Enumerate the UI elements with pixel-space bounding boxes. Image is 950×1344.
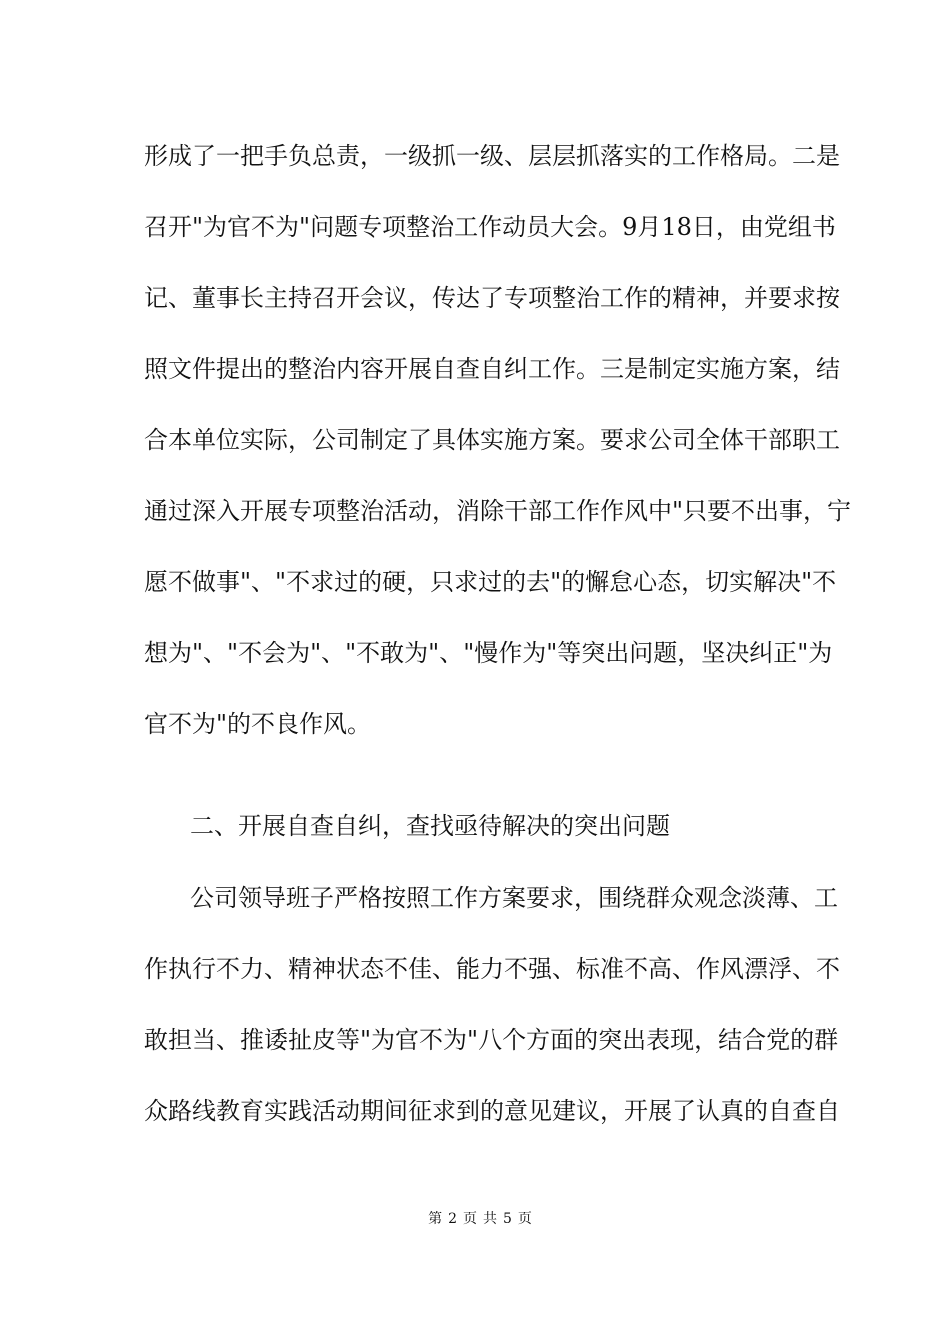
body-line: 召开"为官不为"问题专项整治工作动员大会。9月18日，由党组书 <box>144 213 836 241</box>
body-line: 敢担当、推诿扯皮等"为官不为"八个方面的突出表现，结合党的群 <box>144 1026 839 1054</box>
footer-page-label: 页 <box>463 1211 477 1227</box>
footer-prefix: 第 <box>428 1211 443 1227</box>
body-line: 作执行不力、精神状态不佳、能力不强、标准不高、作风漂浮、不 <box>144 955 840 983</box>
body-line: 记、董事长主持召开会议，传达了专项整治工作的精神，并要求按 <box>144 284 840 312</box>
body-line: 想为"、"不会为"、"不敢为"、"慢作为"等突出问题，坚决纠正"为 <box>144 639 833 667</box>
footer-total-suffix: 页 <box>517 1211 532 1227</box>
body-line: 官不为"的不良作风。 <box>144 710 372 738</box>
footer-current-page: 2 <box>448 1211 457 1227</box>
section-heading: 二、开展自查自纠，查找亟待解决的突出问题 <box>190 812 670 840</box>
body-line: 通过深入开展专项整治活动，消除干部工作作风中"只要不出事，宁 <box>144 497 852 525</box>
body-line: 愿不做事"、"不求过的硬，只求过的去"的懈怠心态，切实解决"不 <box>144 568 837 596</box>
footer-total-pages: 5 <box>503 1211 512 1227</box>
body-line: 公司领导班子严格按照工作方案要求，围绕群众观念淡薄、工 <box>190 884 838 912</box>
body-line: 形成了一把手负总责，一级抓一级、层层抓落实的工作格局。二是 <box>144 142 840 170</box>
body-line: 合本单位实际，公司制定了具体实施方案。要求公司全体干部职工 <box>144 426 840 454</box>
page-footer <box>0 1209 950 1229</box>
body-line: 照文件提出的整治内容开展自查自纠工作。三是制定实施方案，结 <box>144 355 840 383</box>
body-line: 众路线教育实践活动期间征求到的意见建议，开展了认真的自查自 <box>144 1097 840 1125</box>
footer-total-prefix: 共 <box>483 1211 497 1227</box>
